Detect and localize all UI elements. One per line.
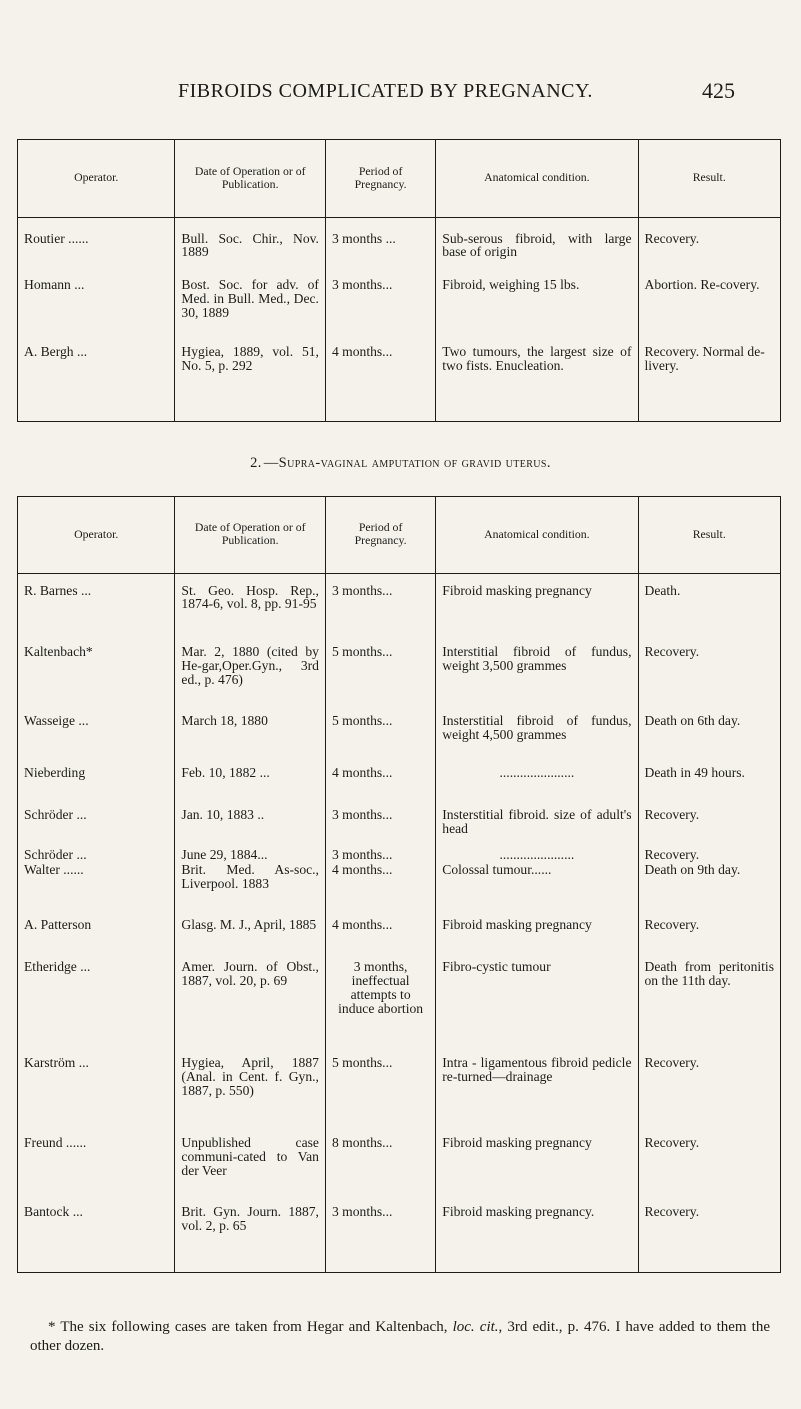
table-row [18, 217, 781, 278]
table-row [18, 573, 781, 645]
cell-result: Recovery. Normal de-livery. [638, 345, 781, 421]
col-header-operator: Operator. [18, 496, 175, 573]
cell-operator: R. Barnes ... [18, 573, 175, 645]
table-row [18, 645, 781, 714]
cell-condition: Insterstitial fibroid. size of adult's head [436, 808, 638, 848]
cell-condition: Intra - ligamentous fibroid pedicle re-turned—drainage [436, 1056, 638, 1136]
table2-header-row [18, 496, 781, 573]
cell-condition: Sub-serous fibroid, with large base of origin [436, 217, 638, 278]
table-row [18, 808, 781, 848]
cell-condition: ...................... [436, 766, 638, 808]
cell-operator: Bantock ... [18, 1205, 175, 1272]
cell-condition: Fibroid, weighing 15 lbs. [436, 278, 638, 345]
table-row [18, 848, 781, 863]
table-row [18, 863, 781, 918]
section-title-rest: amputation of gravid uterus. [371, 455, 551, 471]
cell-period: 5 months... [325, 714, 435, 766]
cell-date: Mar. 2, 1880 (cited by He-gar,Oper.Gyn., 3rd ed., p. 476) [175, 645, 326, 714]
cell-date: Brit. Med. As-soc., Liverpool. 1883 [175, 863, 326, 918]
cell-operator: A. Patterson [18, 918, 175, 960]
cell-date: Brit. Gyn. Journ. 1887, vol. 2, p. 65 [175, 1205, 326, 1272]
cell-condition: Two tumours, the largest size of two fists. Enucleation. [436, 345, 638, 421]
cell-result: Death on 9th day. [638, 863, 781, 918]
cell-period: 4 months... [325, 918, 435, 960]
cell-operator: Routier ...... [18, 217, 175, 278]
cell-result: Recovery. [638, 848, 781, 863]
footnote-text-end: , 3rd edit., p. 476. I have added to them the other dozen. [30, 1319, 771, 1354]
cell-period: 4 months... [325, 863, 435, 918]
cell-date: Amer. Journ. of Obst., 1887, vol. 20, p. 69 [175, 960, 326, 1056]
table-row [18, 1136, 781, 1205]
running-head [0, 80, 801, 110]
table-row [18, 714, 781, 766]
cell-condition: Colossal tumour...... [436, 863, 638, 918]
cell-period: 3 months, ineffectual attempts to induce abortion [325, 960, 435, 1056]
table-row [18, 345, 781, 421]
cell-date: Bost. Soc. for adv. of Med. in Bull. Med., Dec. 30, 1889 [175, 278, 326, 345]
col-header-result: Result. [638, 139, 781, 217]
cell-result: Recovery. [638, 217, 781, 278]
col-header-period: Period of Pregnancy. [325, 139, 435, 217]
col-header-date: Date of Operation or of Publication. [175, 139, 326, 217]
cell-condition: Fibroid masking pregnancy [436, 918, 638, 960]
footnote [30, 1318, 770, 1356]
cell-date: St. Geo. Hosp. Rep., 1874-6, vol. 8, pp. 91-95 [175, 573, 326, 645]
cell-condition: Fibro-cystic tumour [436, 960, 638, 1056]
cell-operator: Freund ...... [18, 1136, 175, 1205]
cell-date: Hygiea, 1889, vol. 51, No. 5, p. 292 [175, 345, 326, 421]
cell-operator: Karström ... [18, 1056, 175, 1136]
table1-header-row [18, 139, 781, 217]
table-row [18, 278, 781, 345]
cell-date: June 29, 1884... [175, 848, 326, 863]
cell-result: Recovery. [638, 645, 781, 714]
section-heading [0, 455, 801, 472]
cell-period: 5 months... [325, 1056, 435, 1136]
cell-result: Recovery. [638, 918, 781, 960]
cell-date: Glasg. M. J., April, 1885 [175, 918, 326, 960]
footnote-text-start: * The six following cases are taken from Hegar and Kaltenbach, [48, 1319, 448, 1335]
col-header-result: Result. [638, 496, 781, 573]
cell-result: Death on 6th day. [638, 714, 781, 766]
cell-period: 5 months... [325, 645, 435, 714]
table-row [18, 918, 781, 960]
cell-date: Feb. 10, 1882 ... [175, 766, 326, 808]
cell-condition: Fibroid masking pregnancy [436, 573, 638, 645]
cell-result: Recovery. [638, 1056, 781, 1136]
cell-result: Recovery. [638, 1136, 781, 1205]
cell-period: 4 months... [325, 345, 435, 421]
cell-operator: Etheridge ... [18, 960, 175, 1056]
cell-period: 8 months... [325, 1136, 435, 1205]
cell-condition: Fibroid masking pregnancy [436, 1136, 638, 1205]
cell-result: Abortion. Re-covery. [638, 278, 781, 345]
col-header-anatomical: Anatomical condition. [436, 139, 638, 217]
cell-date: Hygiea, April, 1887 (Anal. in Cent. f. Gyn., 1887, p. 550) [175, 1056, 326, 1136]
cell-period: 3 months... [325, 278, 435, 345]
table-row [18, 766, 781, 808]
col-header-operator: Operator. [18, 139, 175, 217]
section-number: 2. [250, 455, 262, 471]
cell-period: 3 months... [325, 573, 435, 645]
col-header-date: Date of Operation or of Publication. [175, 496, 326, 573]
cell-period: 3 months... [325, 808, 435, 848]
cell-condition: Insterstitial fibroid of fundus, weight 4,500 grammes [436, 714, 638, 766]
cell-result: Recovery. [638, 1205, 781, 1272]
cell-result: Death. [638, 573, 781, 645]
col-header-period: Period of Pregnancy. [325, 496, 435, 573]
running-head-title: FIBROIDS COMPLICATED BY PREGNANCY. [178, 80, 593, 102]
cell-result: Death in 49 hours. [638, 766, 781, 808]
table-enucleation [17, 139, 781, 422]
cell-period: 3 months ... [325, 217, 435, 278]
cell-operator: Homann ... [18, 278, 175, 345]
footnote-citation: loc. cit. [452, 1319, 499, 1335]
table-row [18, 960, 781, 1056]
cell-period: 3 months... [325, 848, 435, 863]
cell-date: Jan. 10, 1883 .. [175, 808, 326, 848]
cell-date: Bull. Soc. Chir., Nov. 1889 [175, 217, 326, 278]
table-row [18, 1205, 781, 1272]
cell-condition: ...................... [436, 848, 638, 863]
cell-period: 3 months... [325, 1205, 435, 1272]
cell-operator: Wasseige ... [18, 714, 175, 766]
cell-operator: Kaltenbach* [18, 645, 175, 714]
cell-operator: Schröder ... [18, 848, 175, 863]
table-supravaginal-amputation [17, 496, 781, 1273]
cell-operator: Schröder ... [18, 808, 175, 848]
cell-date: March 18, 1880 [175, 714, 326, 766]
cell-condition: Fibroid masking pregnancy. [436, 1205, 638, 1272]
col-header-anatomical: Anatomical condition. [436, 496, 638, 573]
cell-operator: Nieberding [18, 766, 175, 808]
cell-condition: Interstitial fibroid of fundus, weight 3,500 grammes [436, 645, 638, 714]
cell-operator: A. Bergh ... [18, 345, 175, 421]
cell-result: Recovery. [638, 808, 781, 848]
page-number: 425 [702, 78, 735, 103]
cell-operator: Walter ...... [18, 863, 175, 918]
cell-period: 4 months... [325, 766, 435, 808]
cell-date: Unpublished case communi-cated to Van der Veer [175, 1136, 326, 1205]
cell-result: Death from peritonitis on the 11th day. [638, 960, 781, 1056]
table-row [18, 1056, 781, 1136]
section-title-caps: —Supra-vaginal [263, 455, 368, 471]
